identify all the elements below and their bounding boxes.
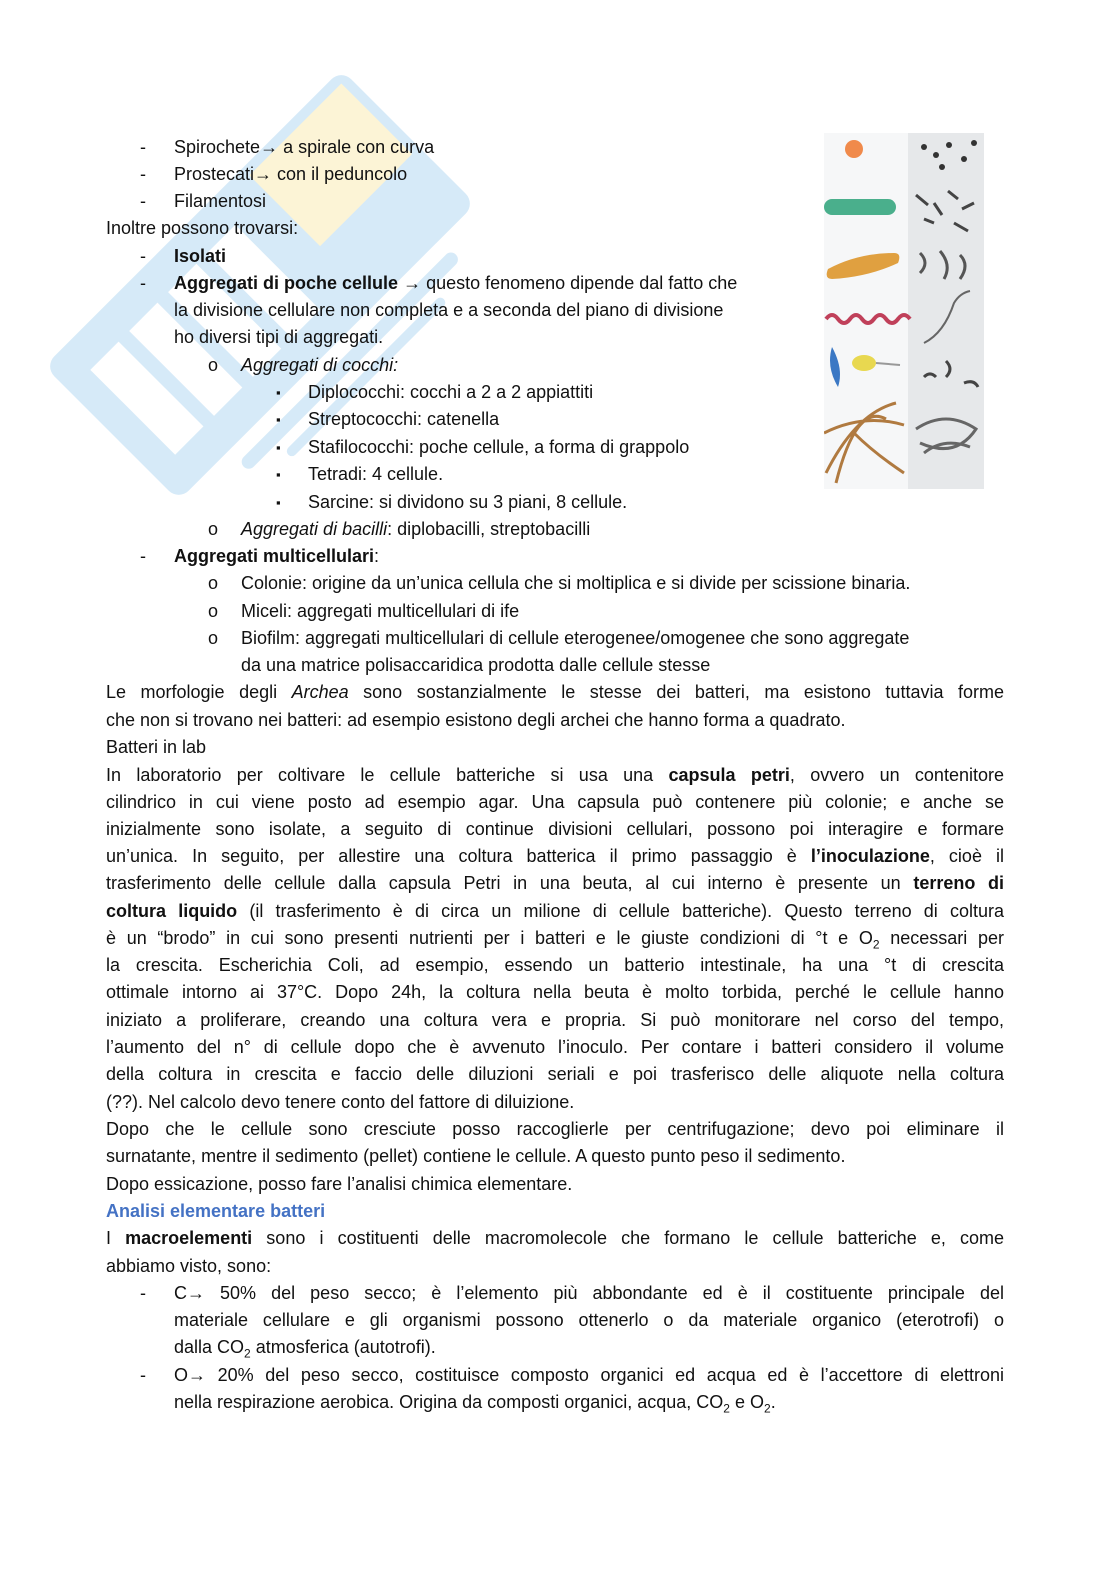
bacilli-line xyxy=(241,516,590,543)
text-span: I xyxy=(106,1228,126,1248)
lab-line-11: l’aumento del n° di cellule dopo che è avvenuto l’inoculo. Per contare i batteri considero il volume xyxy=(106,1037,1004,1057)
bacilli-text: : diplobacilli, streptobacilli xyxy=(387,519,591,539)
item-text: questo fenomeno dipende dal fatto che xyxy=(421,273,738,293)
subscript: 2 xyxy=(872,937,880,952)
lab-line-6 xyxy=(106,898,1004,925)
list-item-filamentosi xyxy=(174,188,266,215)
multicellulari-item: Miceli: aggregati multicellulari di ife xyxy=(241,601,520,621)
aggregati-poche-line-2: la divisione cellulare non completa e a seconda del piano di divisione xyxy=(174,300,724,320)
list-marker: - xyxy=(140,1283,146,1303)
list-marker: - xyxy=(140,191,146,211)
biofilm-continuation: da una matrice polisaccaridica prodotta dalle cellule stesse xyxy=(241,655,711,675)
cocchi-title xyxy=(241,352,398,379)
multicellulari-title: Aggregati multicellulari xyxy=(174,546,375,566)
colon: : xyxy=(374,546,380,566)
archea-line-1 xyxy=(106,679,1004,706)
list-marker: - xyxy=(140,273,146,293)
macro-line-2: abbiamo visto, sono: xyxy=(106,1256,272,1276)
o-item-line-1 xyxy=(174,1362,1004,1389)
lab-line-3: inizialmente sono isolate, a seguito di continue divisioni cellulari, possono poi interagire e formare xyxy=(106,819,1004,839)
list-marker: ▪ xyxy=(276,495,281,510)
bacilli-title: Aggregati di bacilli xyxy=(241,519,388,539)
lab-line-10: iniziato a proliferare, creando una coltura vera e propria. Si può monitorare nel corso del tempo, xyxy=(106,1010,1004,1030)
arrow-icon: → xyxy=(187,1283,205,1303)
c-item-line-1 xyxy=(174,1280,1004,1307)
text-span: e O xyxy=(729,1392,764,1412)
arrow-icon: → xyxy=(188,1365,207,1385)
cocchi-item: Sarcine: si dividono su 3 piani, 8 cellule. xyxy=(308,492,628,512)
subscript: 2 xyxy=(723,1401,730,1416)
terreno-bold: terreno di xyxy=(913,873,1005,893)
text-span: è un “brodo” in cui sono presenti nutrienti per i batteri e le giuste condizioni di °t e O xyxy=(106,928,873,948)
text-span: In laboratorio per coltivare le cellule batteriche si usa una xyxy=(106,765,669,785)
inoculazione-bold: l’inoculazione xyxy=(810,846,930,866)
archea-italic: Archea xyxy=(291,682,349,702)
list-item-isolati xyxy=(174,243,226,270)
list-marker: - xyxy=(140,164,146,184)
list-item-multicellulari xyxy=(174,543,379,570)
list-marker: o xyxy=(208,355,219,375)
multicellulari-item: Biofilm: aggregati multicellulari di cellule eterogenee/omogenee che sono aggregate xyxy=(241,628,910,648)
macroelementi-bold: macroelementi xyxy=(125,1228,253,1248)
lab-line-16: Dopo essicazione, posso fare l’analisi chimica elementare. xyxy=(106,1174,573,1194)
lab-line-1 xyxy=(106,762,1004,789)
lab-line-7 xyxy=(106,925,1004,952)
isolati-label: Isolati xyxy=(174,246,227,266)
c-item-line-3 xyxy=(174,1334,436,1361)
list-marker: - xyxy=(140,137,146,157)
item-label: Spirochete xyxy=(174,137,261,157)
list-marker: ▪ xyxy=(276,412,281,427)
list-marker: o xyxy=(208,628,219,648)
text-span: (il trasferimento è di circa un milione di cellule batteriche). Questo terreno di coltura xyxy=(237,901,1004,921)
text-span: . xyxy=(770,1392,776,1412)
item-label: Prostecati xyxy=(174,164,255,184)
text-span: necessari per xyxy=(879,928,1004,948)
list-marker: - xyxy=(140,246,146,266)
o-item-line-2 xyxy=(174,1389,776,1416)
list-marker: ▪ xyxy=(276,467,281,482)
cocchi-item: Streptococchi: catenella xyxy=(308,409,500,429)
cocchi-item: Stafilococchi: poche cellule, a forma di grappolo xyxy=(308,437,690,457)
text-span: un’unica. In seguito, per allestire una coltura batterica il primo passaggio è xyxy=(106,846,811,866)
cocchi-item: Tetradi: 4 cellule. xyxy=(308,464,444,484)
lab-line-9: ottimale intorno ai 37°C. Dopo 24h, la coltura nella beuta è molto torbida, perché le cellule hanno xyxy=(106,982,1004,1002)
list-marker: o xyxy=(208,519,219,539)
list-item-spirochete xyxy=(174,134,434,161)
macro-line-1 xyxy=(106,1225,1004,1252)
archea-line-2: che non si trovano nei batteri: ad esempio esistono degli archei che hanno forma a quadrato. xyxy=(106,710,846,730)
lab-line-8: la crescita. Escherichia Coli, ad esempio, essendo un batterio intestinale, ha una °t di crescita xyxy=(106,955,1004,975)
list-marker: o xyxy=(208,601,219,621)
subscript: 2 xyxy=(244,1346,251,1361)
text-span: , cioè il xyxy=(929,846,1004,866)
arrow-icon: → xyxy=(403,273,422,293)
lab-line-14: Dopo che le cellule sono cresciute posso raccoglierle per centrifugazione; devo poi eliminare il xyxy=(106,1119,1004,1139)
morphology-illustration xyxy=(824,133,984,489)
lab-line-2: cilindrico in cui viene posto ad esempio agar. Una capsula può contenere più colonie; e anche se xyxy=(106,792,1004,812)
lab-line-13: (??). Nel calcolo devo tenere conto del fattore di diluizione. xyxy=(106,1092,575,1112)
aggregati-poche-title: Aggregati di poche cellule xyxy=(174,273,399,293)
text-span: atmosferica (autotrofi). xyxy=(250,1337,436,1357)
text-span: sono sostanzialmente le stesse dei batteri, ma esistono tuttavia forme xyxy=(348,682,1004,702)
arrow-icon: → xyxy=(260,137,279,157)
text-span: 20% del peso secco, costituisce composto organici ed acqua ed è l’accettore di elettroni xyxy=(206,1365,1004,1385)
text-span: Le morfologie degli xyxy=(106,682,292,702)
text-span: sono i costituenti delle macromolecole che formano le cellule batteriche e, come xyxy=(252,1228,1004,1248)
text-span: dalla CO xyxy=(174,1337,245,1357)
item-text: a spirale con curva xyxy=(278,137,435,157)
item-text: con il peduncolo xyxy=(272,164,408,184)
lab-line-4 xyxy=(106,843,1004,870)
arrow-icon: → xyxy=(254,164,273,184)
list-marker: ▪ xyxy=(276,440,281,455)
list-item-prostecati xyxy=(174,161,407,188)
list-marker: - xyxy=(140,546,146,566)
text-span: trasferimento delle cellule dalla capsula Petri in una beuta, al cui interno è presente un xyxy=(106,873,914,893)
item-label: Filamentosi xyxy=(174,191,267,211)
subscript: 2 xyxy=(764,1401,771,1416)
element-symbol: O xyxy=(174,1365,189,1385)
list-marker: ▪ xyxy=(276,385,281,400)
c-item-line-2: materiale cellulare e gli organismi possono ottenerlo o da materiale organico (eterotrofi) o xyxy=(174,1310,1004,1330)
lab-line-5 xyxy=(106,870,1004,897)
coltura-liquido-bold: coltura liquido xyxy=(106,901,238,921)
capsula-petri-bold: capsula petri xyxy=(668,765,790,785)
element-symbol: C xyxy=(174,1283,187,1303)
inoltre-line: Inoltre possono trovarsi: xyxy=(106,218,299,238)
analisi-heading: Analisi elementare batteri xyxy=(106,1201,326,1221)
batteri-lab-title: Batteri in lab xyxy=(106,737,207,757)
multicellulari-item: Colonie: origine da un’unica cellula che si moltiplica e si divide per scissione binaria. xyxy=(241,573,911,593)
lab-line-15: surnatante, mentre il sedimento (pellet) contiene le cellule. A questo punto peso il sedimento. xyxy=(106,1146,846,1166)
list-item-aggregati-poche xyxy=(174,270,737,297)
list-marker: - xyxy=(140,1365,146,1385)
text-span: , ovvero un contenitore xyxy=(789,765,1004,785)
lab-line-12: della coltura in crescita e faccio delle diluzioni seriali e poi trasferisco delle aliquote nella coltura xyxy=(106,1064,1004,1084)
text-span: nella respirazione aerobica. Origina da composti organici, acqua, CO xyxy=(174,1392,724,1412)
bacteria-morphology-figure xyxy=(824,133,984,489)
cocchi-item: Diplococchi: cocchi a 2 a 2 appiattiti xyxy=(308,382,594,402)
list-marker: o xyxy=(208,573,219,593)
cocchi-title-text: Aggregati di cocchi: xyxy=(241,355,399,375)
text-span: 50% del peso secco; è l’elemento più abbondante ed è il costituente principale del xyxy=(205,1283,1004,1303)
aggregati-poche-line-3: ho diversi tipi di aggregati. xyxy=(174,327,384,347)
